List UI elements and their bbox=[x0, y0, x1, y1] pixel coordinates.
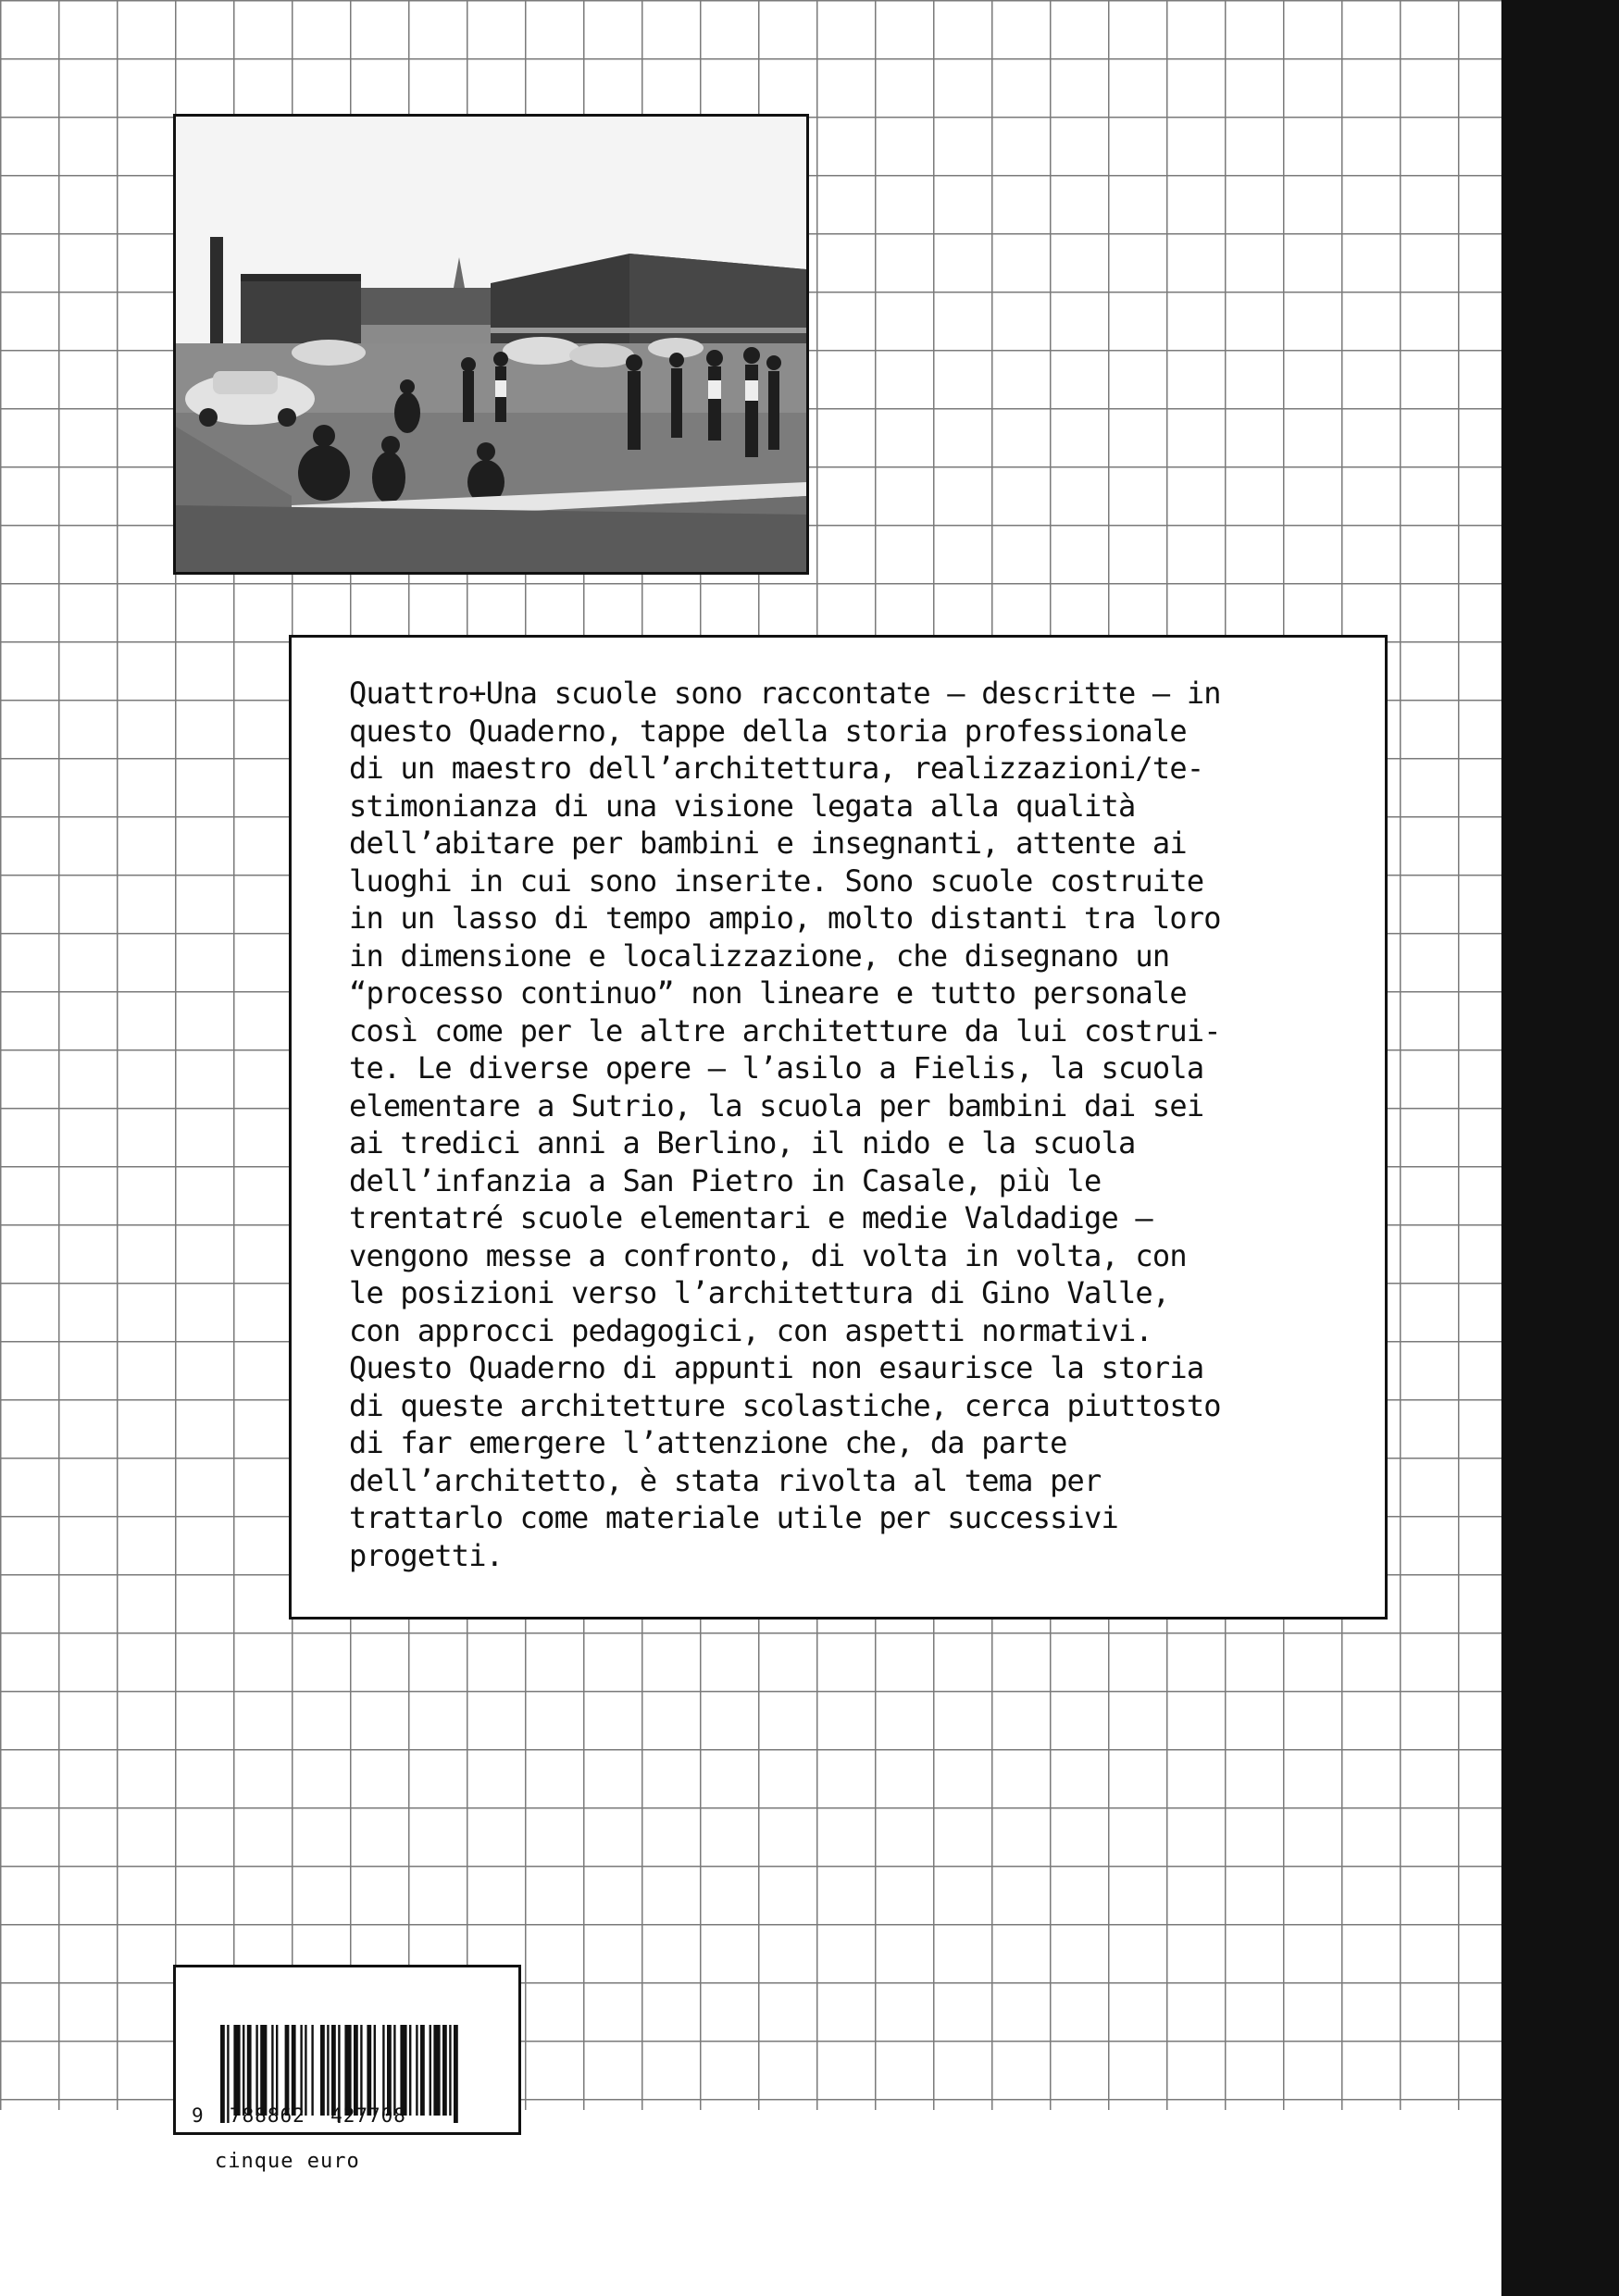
barcode-bar bbox=[271, 2025, 273, 2116]
barcode-bar bbox=[300, 2025, 302, 2116]
barcode-bar bbox=[255, 2025, 257, 2116]
barcode-bar bbox=[393, 2025, 395, 2116]
barcode-bar bbox=[285, 2025, 290, 2116]
barcode-bar bbox=[454, 2025, 458, 2123]
barcode-bar bbox=[442, 2025, 447, 2116]
school-photo bbox=[173, 114, 809, 575]
barcode-bar bbox=[276, 2025, 278, 2116]
barcode-bar bbox=[360, 2025, 362, 2116]
isbn-number: 9 788862 427708 bbox=[192, 2104, 406, 2127]
barcode-bar bbox=[331, 2025, 336, 2116]
description-box bbox=[289, 635, 1388, 1620]
barcode-bar bbox=[311, 2025, 313, 2116]
barcode-bar bbox=[433, 2025, 440, 2116]
book-spine bbox=[1501, 0, 1619, 2296]
barcode-bar bbox=[233, 2025, 240, 2116]
price-label: cinque euro bbox=[215, 2150, 360, 2173]
grid-bottom-margin bbox=[0, 2110, 1501, 2296]
barcode-bar bbox=[243, 2025, 244, 2116]
barcode-bar bbox=[327, 2025, 329, 2116]
barcode-bar bbox=[292, 2025, 296, 2116]
barcode-bar bbox=[374, 2025, 376, 2116]
school-photo-image bbox=[176, 117, 806, 572]
barcode-bar bbox=[305, 2025, 306, 2116]
barcode-bar bbox=[416, 2025, 417, 2116]
barcode-bar bbox=[449, 2025, 451, 2116]
barcode-bar bbox=[420, 2025, 425, 2116]
barcode-bar bbox=[367, 2025, 371, 2116]
isbn-barcode bbox=[173, 1965, 521, 2135]
barcode-bar bbox=[320, 2025, 325, 2116]
description-text: Quattro+Una scuole sono raccontate – descritte – in questo Quaderno, tappe della storia professionale di un maestro dell’architettura, realizzazioni/te- stimonianza di una visione legata alla qualità dell’abitare per bambini e insegnanti, attente ai luoghi in cui sono inserite. Sono scuole costruite in un lasso di tempo ampio, molto distanti tra loro in dimensione e localizzazione, che disegnano un “processo continuo” non lineare e tutto personale così come per le altre architetture da lui costrui- te. Le diverse opere – l’asilo a Fielis, la scuola elementare a Sutrio, la scuola per bambini dai sei ai tredici anni a Berlino, il nido e la scuola dell’infanzia a San Pietro in Casale, più le trentatré scuole elementari e medie Valdadige – vengono messe a confronto, di volta in volta, con le posizioni verso l’architettura di Gino Valle, con approcci pedagogici, con aspetti normativi. Questo Quaderno di appunti non esaurisce la storia di queste architetture scolastiche, cerca piuttosto di far emergere l’attenzione che, da parte dell’architetto, è stata rivolta al tema per trattarlo come materiale utile per successivi progetti. bbox=[349, 676, 1221, 1573]
barcode-bar bbox=[354, 2025, 358, 2116]
barcode-bar bbox=[382, 2025, 384, 2116]
barcode-bar bbox=[260, 2025, 267, 2116]
barcode-bar bbox=[247, 2025, 252, 2116]
barcode-bar bbox=[409, 2025, 411, 2116]
barcode-bar bbox=[387, 2025, 392, 2116]
barcode-bar bbox=[430, 2025, 431, 2116]
barcode-bar bbox=[344, 2025, 351, 2116]
barcode-bar bbox=[400, 2025, 406, 2116]
